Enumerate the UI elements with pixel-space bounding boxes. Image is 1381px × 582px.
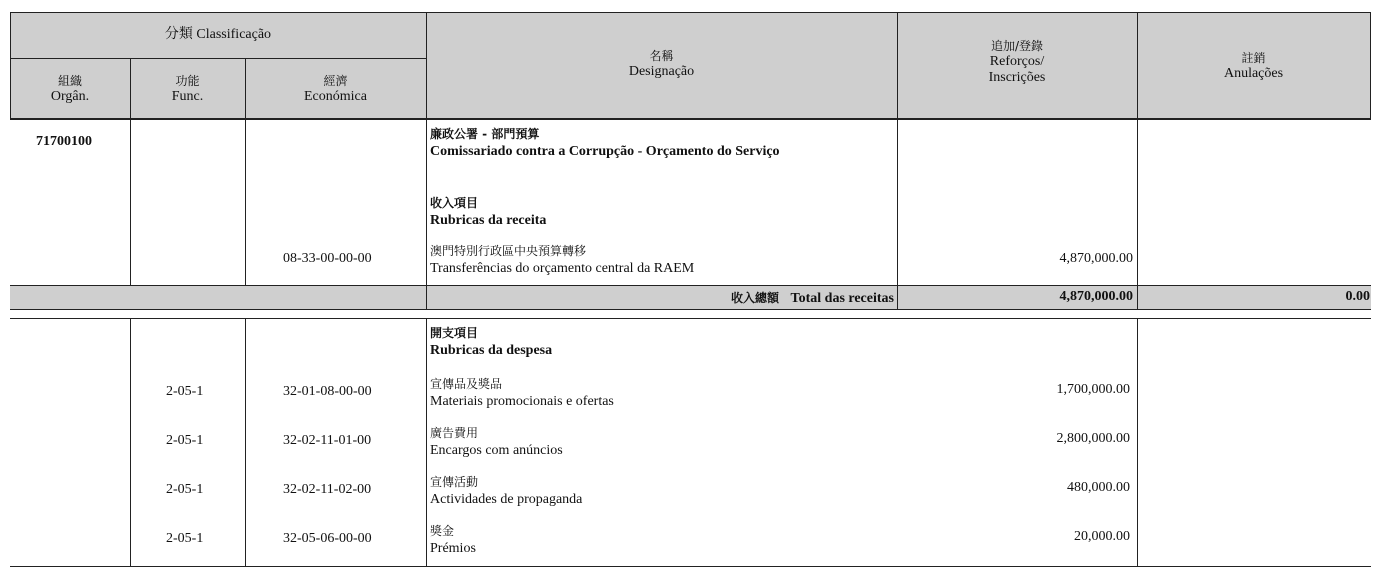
econ-header-zh: 經濟: [323, 74, 348, 88]
table-row-econ: 32-01-08-00-00: [283, 384, 372, 399]
func-header-pt: Func.: [171, 89, 204, 104]
table-row-func: 2-05-1: [166, 531, 204, 546]
table-row-desc-pt: Materiais promocionais e ofertas: [430, 394, 614, 409]
despesa-heading-zh: 開支項目: [430, 326, 479, 340]
total-label-zh: 收入總額: [731, 291, 780, 305]
table-row-reforco: 20,000.00: [1074, 529, 1130, 544]
organ-header: [10, 73, 130, 105]
total-label-pt: Total das receitas: [790, 291, 894, 306]
table-row-desc-zh: 獎金: [430, 524, 455, 538]
econ-header-pt: Económica: [304, 89, 367, 104]
receita-row-pt: Transferências do orçamento central da RAEM: [430, 261, 695, 276]
receita-heading-pt: Rubricas da receita: [430, 213, 547, 228]
total-label: [430, 289, 894, 307]
receita-heading: [430, 194, 890, 230]
organ-header-zh: 組織: [57, 74, 82, 88]
organ-header-pt: Orgân.: [50, 89, 90, 104]
table-row-econ: 32-05-06-00-00: [283, 531, 372, 546]
receita-heading-zh: 收入項目: [430, 196, 479, 210]
total-reforco: 4,870,000.00: [1059, 289, 1133, 304]
despesa-heading-pt: Rubricas da despesa: [430, 343, 553, 358]
econ-header: [245, 73, 426, 105]
econ-code: 08-33-00-00-00: [283, 251, 372, 266]
table-row-desc-zh: 宣傳活動: [430, 475, 479, 489]
table-row-desc: [430, 375, 890, 411]
total-anulacao: 0.00: [1345, 289, 1370, 304]
table-row-desc-pt: Prémios: [430, 541, 476, 556]
organ-code: 71700100: [36, 134, 92, 149]
table-row-func: 2-05-1: [166, 482, 204, 497]
reforcos-header-pt2: Inscrições: [988, 70, 1046, 85]
receita-row-zh: 澳門特別行政區中央預算轉移: [430, 244, 587, 258]
anulacoes-header-pt: Anulações: [1223, 66, 1284, 81]
reforco-value: 4,870,000.00: [1059, 251, 1133, 266]
table-row-econ: 32-02-11-02-00: [283, 482, 372, 497]
designacao-header-pt: Designação: [628, 64, 695, 79]
section-title: [430, 125, 890, 161]
table-row-desc-zh: 廣告費用: [430, 426, 479, 440]
func-header: [130, 73, 245, 105]
section-title-zh: 廉政公署 - 部門預算: [430, 127, 540, 141]
reforcos-header: [897, 38, 1137, 86]
table-row-desc-zh: 宣傳品及獎品: [430, 377, 503, 391]
reforcos-header-zh: 追加/登錄: [990, 39, 1044, 53]
table-row-desc: [430, 522, 890, 558]
func-header-zh: 功能: [175, 74, 200, 88]
designacao-header-zh: 名稱: [649, 49, 674, 63]
table-row-reforco: 1,700,000.00: [1056, 382, 1130, 397]
receita-row: [430, 242, 890, 278]
table-row-desc-pt: Encargos com anúncios: [430, 443, 563, 458]
despesa-heading: [430, 324, 890, 360]
table-row-func: 2-05-1: [166, 433, 204, 448]
anulacoes-header-zh: 註銷: [1241, 51, 1266, 65]
designacao-header: [426, 48, 897, 80]
table-row-desc: [430, 473, 890, 509]
table-row-econ: 32-02-11-01-00: [283, 433, 372, 448]
section-title-pt: Comissariado contra a Corrupção - Orçamento do Serviço: [430, 144, 780, 159]
table-row-func: 2-05-1: [166, 384, 204, 399]
table-row-desc-pt: Actividades de propaganda: [430, 492, 583, 507]
table-row-desc: [430, 424, 890, 460]
table-row-reforco: 2,800,000.00: [1056, 431, 1130, 446]
anulacoes-header: [1137, 50, 1370, 82]
reforcos-header-pt1: Reforços/: [989, 54, 1045, 69]
table-row-reforco: 480,000.00: [1067, 480, 1130, 495]
classificacao-header: 分類 Classificação: [164, 27, 272, 42]
